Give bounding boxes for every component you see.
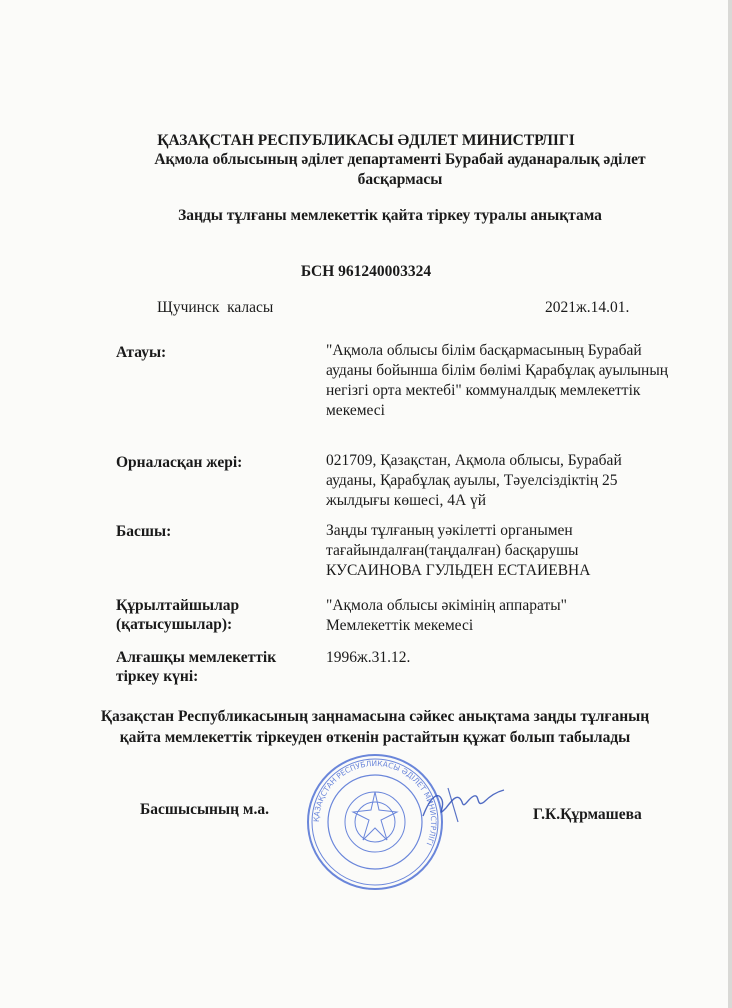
field-value-address: 021709, Қазақстан, Ақмола облысы, Бурабай ауданы, Қарабұлақ ауылы, Тәуелсіздіктің 25 жылдығы көшесі, 4А үй	[326, 452, 622, 509]
scan-edge	[728, 0, 732, 1008]
field-value-head: Заңды тұлғаның уәкілетті органымен тағайындалған(таңдалған) басқарушы КУСАИНОВА ГУЛЬДЕН ЕСТАИЕВНА	[326, 522, 591, 579]
signatory-name: Г.К.Құрмашева	[533, 806, 642, 823]
issue-place: Щучинск каласы	[157, 299, 274, 316]
signature	[418, 778, 508, 828]
issue-date: 2021ж.14.01.	[545, 299, 630, 316]
ministry-heading: ҚАЗАҚСТАН РЕСПУБЛИКАСЫ ӘДІЛЕТ МИНИСТРЛІГІ	[157, 132, 575, 149]
field-label-name: Атауы:	[116, 344, 167, 361]
field-label-address: Орналасқан жері:	[116, 454, 243, 471]
stamp-text: ҚАЗАҚСТАН РЕСПУБЛИКАСЫ ӘДІЛЕТ МИНИСТРЛІГІ	[311, 758, 439, 847]
bin-number: БСН 961240003324	[300, 263, 432, 280]
field-label-head: Басшы:	[116, 523, 172, 540]
field-value-name: "Ақмола облысы білім басқармасының Бурабай ауданы бойынша білім бөлімі Қарабұлақ ауылының негізгі орта мектебі" коммуналдық мемлекеттік мекемесі	[326, 342, 669, 419]
signatory-title: Басшысының м.а.	[140, 801, 269, 818]
field-value-founders: "Ақмола облысы әкімінің аппараты" Мемлекеттік мекемесі	[326, 597, 567, 634]
field-label-first-registration: Алғашқы мемлекеттік тіркеу күні:	[116, 649, 277, 685]
field-value-first-registration: 1996ж.31.12.	[326, 649, 411, 666]
footer-statement: Қазақстан Республикасының заңнамасына сәйкес анықтама заңды тұлғаның қайта мемлекеттік тіркеуден өткенін растайтын құжат болып табылады	[100, 708, 650, 746]
department-heading: Ақмола облысының әділет департаменті Бурабай ауданаралық әділет басқармасы	[154, 151, 646, 188]
document-title: Заңды тұлғаны мемлекеттік қайта тіркеу туралы анықтама	[178, 207, 602, 224]
field-label-founders: Құрылтайшылар (қатысушылар):	[116, 597, 240, 633]
